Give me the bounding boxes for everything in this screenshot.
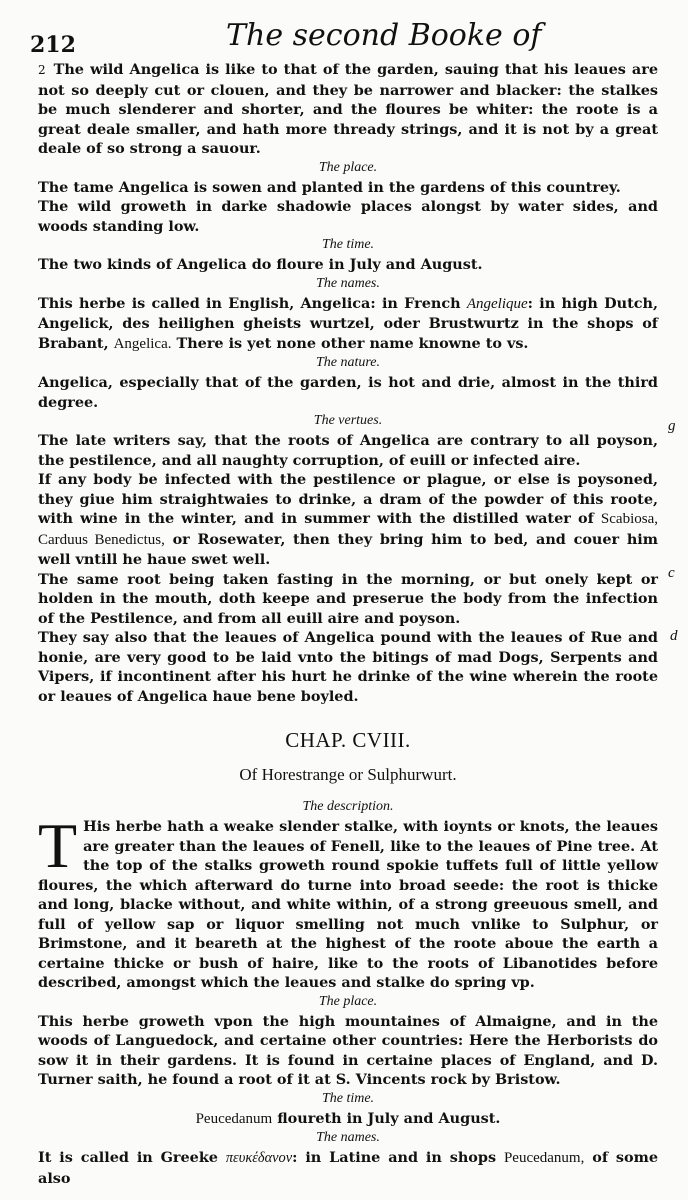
heading-vertues: The vertues. — [313, 413, 383, 428]
time-2-latin: Peucedanum — [195, 1110, 273, 1127]
running-title: The second Booke of — [226, 18, 542, 53]
heading-time: The time. — [321, 237, 375, 252]
heading-place-2: The place. — [318, 993, 378, 1009]
heading-place: The place. — [318, 159, 378, 175]
heading-nature: The nature. — [315, 355, 381, 370]
running-head — [0, 10, 688, 58]
variety-number: 2 — [38, 63, 46, 77]
margin-letter-g: g — [668, 418, 676, 434]
chapter-title: CHAP. CVIII. — [285, 728, 411, 752]
names-text-post: in the shops of Brabant, — [38, 315, 658, 352]
place-paragraph-1: The tame Angelica is sowen and planted in the gardens of this countrey. — [38, 178, 621, 196]
page-body — [38, 60, 658, 1188]
names-text-end: There is yet none other name knowne to vs. — [171, 334, 529, 352]
description-text: His herbe hath a weake slender stalke, with ioynts or knots, the leaues are greater than the leaues of Fenell, like to the leaues of Pine tree. At the top of the stalks groweth round spokie tuffets full of little yellow floures, the which afterward do turne into broad seede: the root is thicke and long, blacke without, and white within, of a strong greeuous smell, and full of yellow sap or liquor smelling not much vnlike to Sulphur, or Brimstone, and it beareth at the highest of the roote aboue the earth a certaine thicke or bush of haire, like to the roots of Libanotides before described, amongst which the leaues and stalke do spring vp. — [38, 818, 658, 991]
heading-names-2: The names. — [316, 1130, 380, 1145]
variety-paragraph — [38, 60, 658, 159]
names-paragraph — [38, 294, 658, 355]
names-text-mid: : in high Dutch, — [527, 294, 658, 312]
vertues-paragraph-2 — [38, 470, 658, 570]
variety-text: The wild Angelica is like to that of the garden, sauing that his leaues are not so deeply cut or clouen, and they be narrower and blacker: the stalkes be much slenderer and shorter, and the floures be whiter: the roote is a great deale smaller, and hath more thready strings, and it is not by a great deale of so strong a sauour. — [38, 61, 658, 157]
vertues-paragraph-4: They say also that the leaues of Angelica pound with the leaues of Rue and honie, are very good to be laid vnto the bitings of mad Dogs, Serpents and Vipers, if incontinent after his hurt he drinke of the wine wherein the roote or leaues of Angelica haue bene boyled. — [38, 629, 658, 705]
names-dutch: Angelick, des heilighen gheists wurtzel, oder Brustwurtz — [38, 315, 519, 332]
margin-letter-d: d — [670, 628, 678, 644]
vertues-p2-a: If any body be infected with the pestilence or plague, or else is poysoned, they giue him straightwaies to drinke, a dram of the powder of this roote, with wine in the winter, and in summer with the distilled water of — [38, 471, 658, 527]
drop-cap: T — [38, 810, 78, 881]
vertues-p2-c: or Rosewater, then they bring him to bed, and couer him well vntill he haue swet well. — [38, 530, 658, 568]
names-2-mid: : in Latine and in shops — [292, 1149, 504, 1166]
place-2-paragraph: This herbe groweth vpon the high mountaines of Almaigne, and in the woods of Languedock, and certaine other countries: Here the Herborists do sow it in their gardens. It is found in certaine places of England, and D. Turner saith, he found a root of it at S. Vincents rock by Bristow. — [38, 1012, 658, 1088]
place-paragraph-2: The wild groweth in darke shadowie places alongst by water sides, and woods standing low. — [38, 198, 658, 235]
time-paragraph: The two kinds of Angelica do floure in July and August. — [38, 256, 483, 273]
names-text-pre: This herbe is called in English, Angelica: in French — [38, 294, 467, 312]
names-2-greek: πευκέδανον — [225, 1150, 293, 1166]
names-2-latin: Peucedanum, — [503, 1150, 585, 1166]
time-2-text: floureth in July and August. — [272, 1109, 501, 1127]
heading-time-2: The time. — [321, 1090, 375, 1106]
vertues-p2-latin: Scabiosa, Carduus Benedictus, — [38, 511, 658, 548]
names-2-post: of some also — [38, 1149, 658, 1187]
names-2-pre: It is called in Greeke — [38, 1149, 226, 1166]
vertues-paragraph-1: The late writers say, that the roots of Angelica are contrary to all poyson, the pestilence, and all naughty corruption, of euill or infected aire. — [38, 432, 658, 469]
vertues-paragraph-3: The same root being taken fasting in the morning, or but onely kept or holden in the mouth, doth keepe and preserue the body from the infection of the Pestilence, and from all euill aire and poyson. — [38, 570, 658, 627]
heading-names: The names. — [316, 275, 380, 291]
chapter-subtitle: Of Horestrange or Sulphurwurt. — [239, 765, 457, 784]
names-2-paragraph — [38, 1148, 658, 1188]
names-shop: Angelica. — [113, 335, 172, 352]
margin-letter-c: c — [668, 565, 675, 581]
page-number: 212 — [30, 32, 76, 58]
nature-paragraph: Angelica, especially that of the garden, is hot and drie, almost in the third degree. — [38, 374, 658, 411]
heading-description: The description. — [302, 799, 394, 814]
description-paragraph — [38, 810, 658, 993]
time-2-paragraph — [38, 1109, 658, 1130]
names-french: Angelique — [466, 295, 528, 312]
